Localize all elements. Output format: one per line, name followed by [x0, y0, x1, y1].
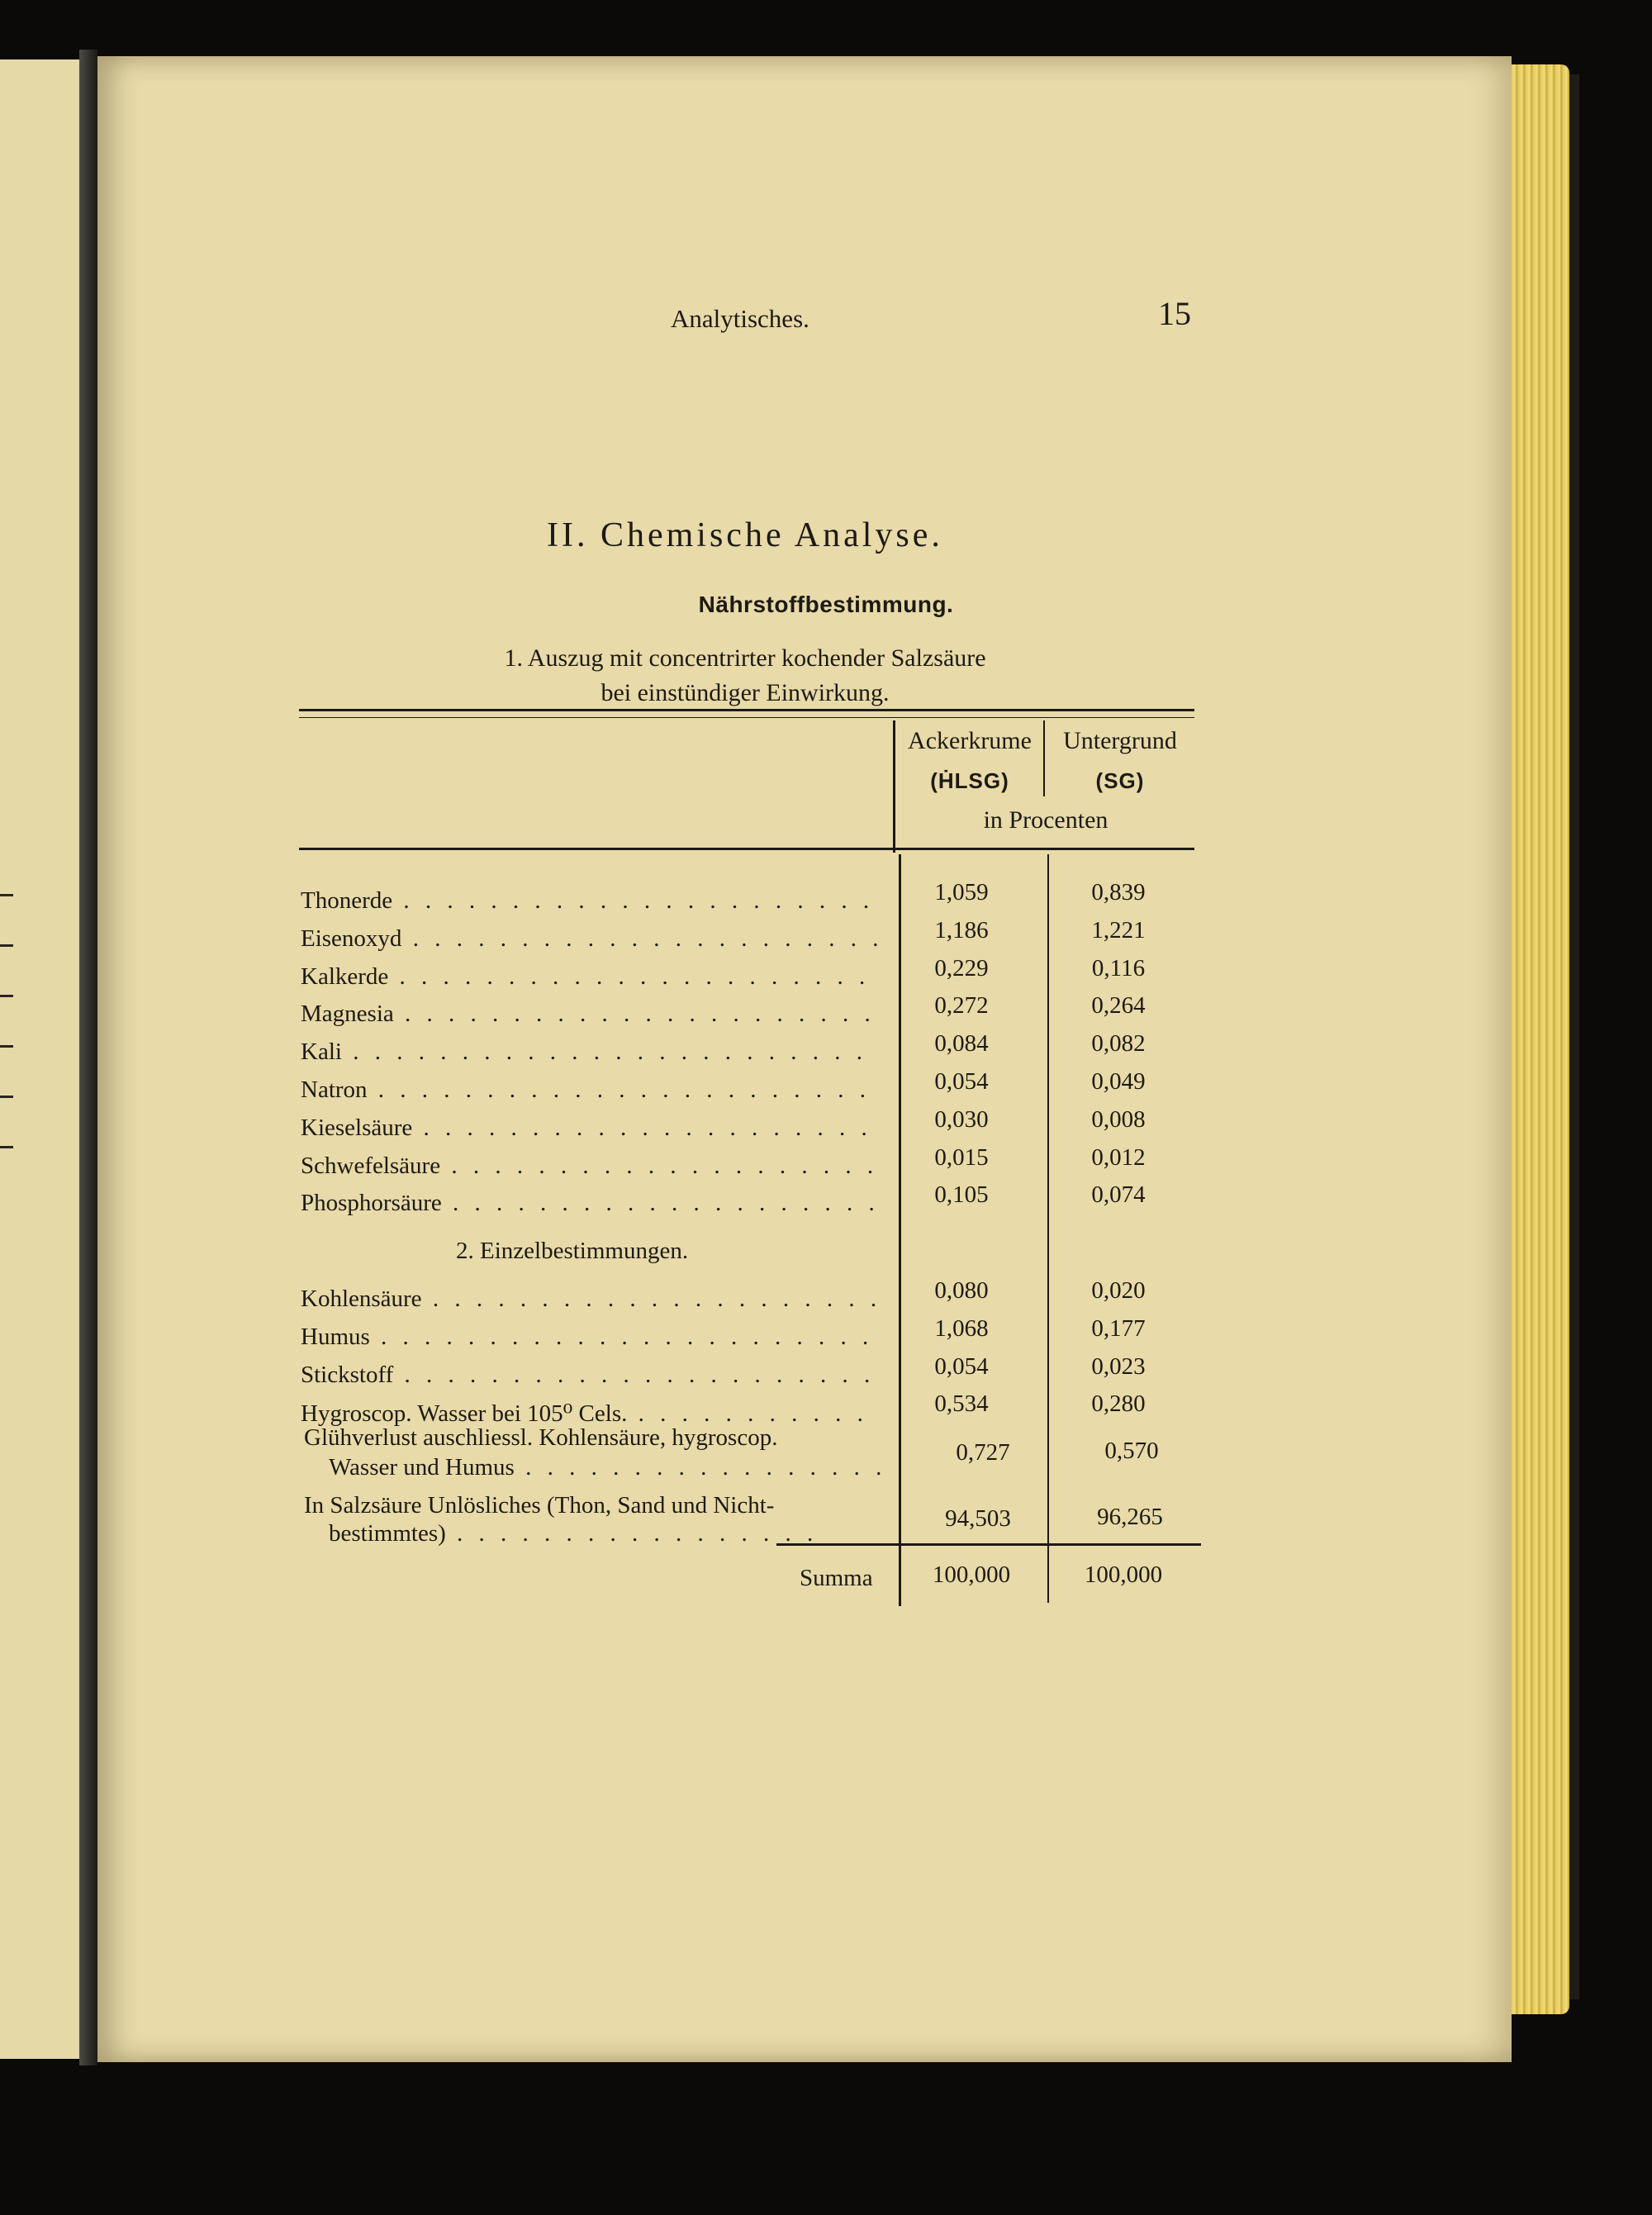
intro-line-1: 1. Auszug mit concentrirter kochender Salzsäure: [504, 644, 986, 672]
header-bottom-rule: [299, 848, 1194, 850]
summa-ackerkrume: 100,000: [932, 1561, 1011, 1588]
value-untergrund: 0,082: [1091, 1030, 1146, 1058]
subtitle: Nährstoffbestimmung.: [698, 592, 954, 617]
table-row: [301, 1030, 1201, 1072]
facing-page-marks: [0, 894, 20, 1196]
value-ackerkrume: 0,054: [934, 1352, 989, 1380]
value-ackerkrume: 0,105: [934, 1181, 989, 1209]
value-ackerkrume: 0,080: [934, 1277, 989, 1304]
running-head: Analytisches.: [671, 304, 809, 333]
unloesliches-ackerkrume: 94,503: [945, 1505, 1011, 1532]
table-row: [301, 1352, 1201, 1395]
facing-page: [0, 59, 79, 2059]
table-row: [301, 1314, 1201, 1357]
value-untergrund: 0,839: [1091, 879, 1146, 905]
row-label: Natron . . .: [301, 1077, 879, 1104]
value-untergrund: 0,177: [1091, 1314, 1146, 1342]
value-ackerkrume: 1,068: [934, 1314, 989, 1342]
intro-line-2: bei einstündiger Einwirkung.: [601, 679, 890, 706]
row-label: Kieselsäure . . .: [301, 1115, 879, 1142]
page-edges: [1512, 64, 1569, 2014]
value-untergrund: 0,280: [1091, 1390, 1146, 1418]
table-row: [301, 1105, 1201, 1148]
table-row: [301, 1277, 1201, 1319]
header-divider-cols: [1043, 720, 1045, 796]
book-gutter: [79, 50, 97, 2065]
row-label: Kohlensäure . . .: [301, 1286, 879, 1313]
value-untergrund: 0,023: [1091, 1352, 1146, 1380]
col-abbr-untergrund: (SG): [1095, 768, 1145, 793]
unloesliches-untergrund: 96,265: [1097, 1504, 1163, 1530]
row-label: Humus . . .: [301, 1324, 879, 1351]
unit-header: in Procenten: [983, 806, 1108, 834]
value-ackerkrume: 0,229: [934, 954, 989, 982]
unloesliches-label-1: In Salzsäure Unlösliches (Thon, Sand und Nicht-: [304, 1492, 775, 1519]
gluehverlust-ackerkrume: 0,727: [956, 1439, 1010, 1466]
value-untergrund: 0,116: [1091, 954, 1146, 982]
table-row: [301, 954, 1201, 996]
table-top-rule-thin: [299, 717, 1194, 718]
value-ackerkrume: 0,272: [934, 992, 989, 1020]
table-row: [301, 992, 1201, 1034]
value-untergrund: 0,074: [1091, 1181, 1146, 1209]
page-number: 15: [1158, 295, 1191, 332]
table-row: [301, 1143, 1201, 1186]
unloesliches-label-2: bestimmtes) . . .: [329, 1520, 818, 1547]
col-abbr-ackerkrume: (ḢLSG): [930, 768, 1009, 793]
gluehverlust-label-1: Glühverlust auschliessl. Kohlensäure, hygroscop.: [304, 1424, 778, 1451]
value-ackerkrume: 1,059: [934, 879, 989, 905]
row-label: Kali . . .: [301, 1039, 879, 1066]
value-untergrund: 0,008: [1091, 1105, 1146, 1133]
value-ackerkrume: 0,084: [934, 1030, 989, 1058]
book-cover-edge: [1569, 74, 1579, 1999]
row-label: Schwefelsäure . . .: [301, 1153, 879, 1180]
table-row: [301, 1067, 1201, 1110]
summa-label: Summa: [800, 1565, 873, 1591]
gluehverlust-untergrund: 0,570: [1104, 1438, 1159, 1464]
table-top-rule: [299, 709, 1194, 711]
value-ackerkrume: 0,054: [934, 1067, 989, 1095]
value-ackerkrume: 0,534: [934, 1390, 989, 1418]
table-row: [301, 916, 1201, 958]
row-label: Thonerde . . .: [301, 887, 879, 915]
value-untergrund: 0,020: [1091, 1277, 1146, 1304]
table-row: [301, 1181, 1201, 1223]
value-ackerkrume: 0,015: [934, 1143, 989, 1171]
table-row: [301, 879, 1201, 920]
value-untergrund: 0,012: [1091, 1143, 1146, 1171]
header-divider-main: [893, 720, 895, 853]
col-header-untergrund: Untergrund: [1063, 727, 1177, 754]
section-title: II. Chemische Analyse.: [547, 516, 943, 554]
sum-rule: [776, 1543, 1201, 1546]
section2-rows: [301, 1277, 1201, 1432]
intro-text: [464, 641, 1026, 711]
row-label: Eisenoxyd . . .: [301, 925, 879, 953]
value-untergrund: 0,049: [1091, 1067, 1146, 1095]
summa-untergrund: 100,000: [1084, 1561, 1163, 1588]
row-label: Phosphorsäure . . .: [301, 1190, 879, 1217]
row-label: Kalkerde . . .: [301, 963, 879, 991]
value-ackerkrume: 1,186: [934, 916, 989, 944]
section2-heading: 2. Einzelbestimmungen.: [456, 1238, 689, 1264]
row-label: Magnesia . . .: [301, 1001, 879, 1028]
value-untergrund: 0,264: [1091, 992, 1146, 1020]
value-untergrund: 1,221: [1091, 916, 1146, 944]
value-ackerkrume: 0,030: [934, 1105, 989, 1133]
gluehverlust-label-2: Wasser und Humus . . .: [329, 1454, 886, 1481]
col-header-ackerkrume: Ackerkrume: [908, 727, 1032, 754]
row-label: Hygroscop. Wasser bei 105⁰ Cels. . . .: [301, 1399, 879, 1428]
section1-rows: [301, 879, 1201, 1223]
row-label: Stickstoff . . .: [301, 1362, 879, 1389]
